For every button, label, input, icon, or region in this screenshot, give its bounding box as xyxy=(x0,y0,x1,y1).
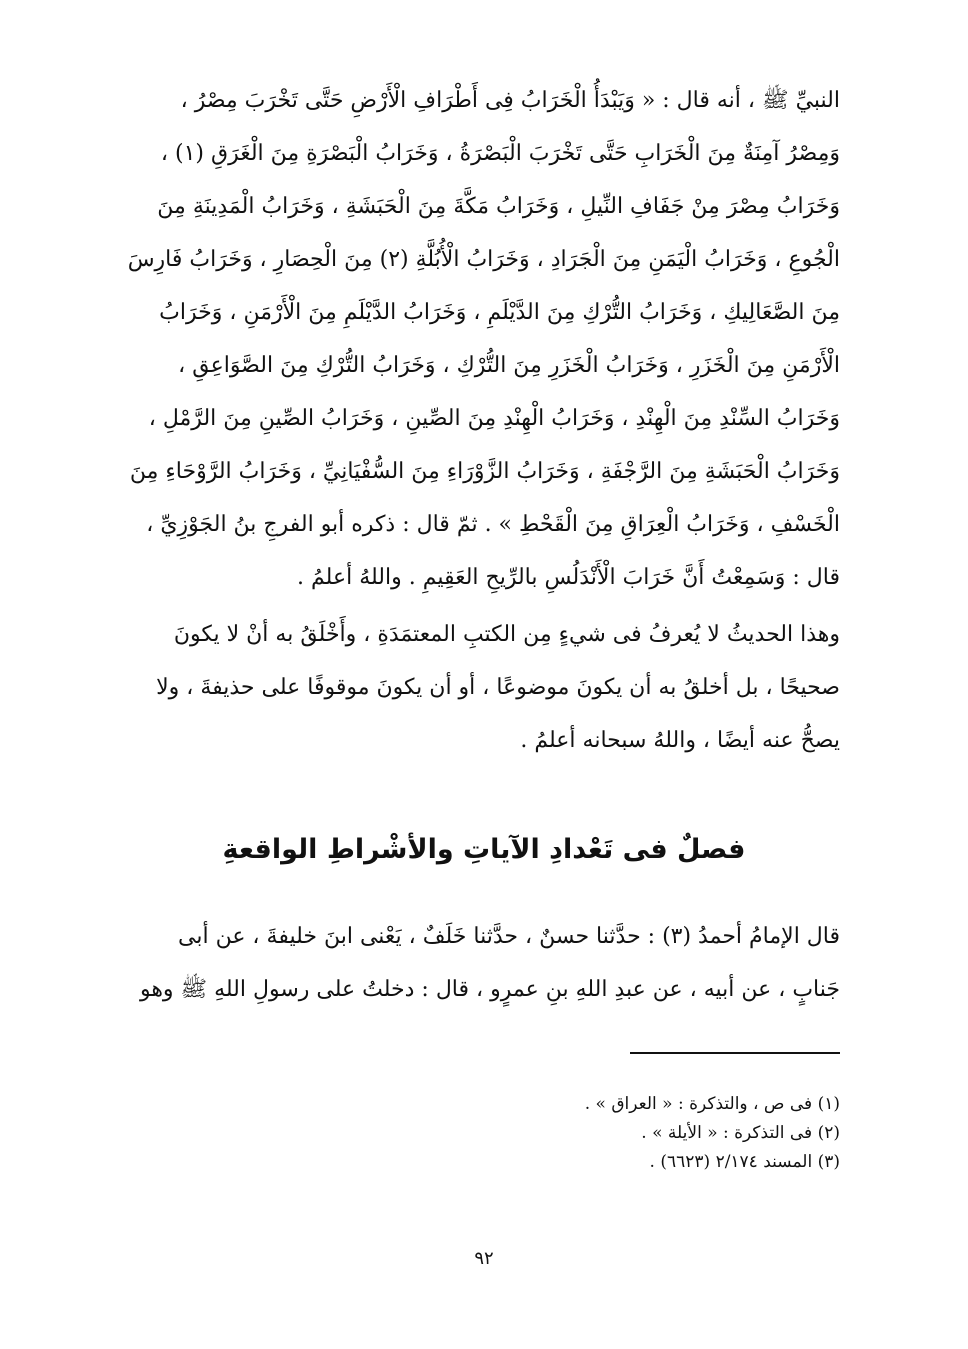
paragraph-commentary xyxy=(128,608,840,767)
text-line: الْخَسْفِ ، وَخَرَابُ الْعِرَاقِ مِنَ الْقَحْطِ » . ثمّ قال : ذكره أبو الفرجِ بنُ الجَوْزِيِّ ، xyxy=(146,512,840,537)
text-line: وَخَرَابُ مِصْرَ مِنْ جَفَافِ النِّيلِ ، وَخَرَابُ مَكَّةَ مِنَ الْحَبَشَةِ ، وَخَرَابُ الْمَدِينَةِ مِنَ xyxy=(157,194,840,219)
text-line: النبيِّ ﷺ ، أنه قال : « وَيَبْدَأُ الْخَرَابُ فِى أَطْرَافِ الْأَرْضِ حَتَّى تَخْرَبَ مِصْرُ ، xyxy=(180,88,840,113)
text-line: صحيحًا ، بل أخلقُ به أن يكونَ موضوعًا ، أو أن يكونَ موقوفًا على حذيفةَ ، ولا xyxy=(156,675,840,700)
footnote: (٣) المسند ٢/١٧٤ (٦٦٢٣) . xyxy=(649,1152,840,1172)
text-line: جَنابٍ ، عن أبيه ، عن عبدِ اللهِ بنِ عمرٍو ، قال : دخلتُ على رسولِ اللهِ ﷺ وهو xyxy=(139,977,840,1002)
text-line: قال : وَسَمِعْتُ أَنَّ خَرَابَ الْأَنْدَلُسِ بالرِّيحِ العَقِيمِ . واللهُ أعلمُ . xyxy=(297,565,840,590)
page-number: ٩٢ xyxy=(474,1248,494,1269)
footnote: (٢) فى التذكرة : « الأيلة » . xyxy=(641,1123,840,1143)
footnote: (١) فى ص ، والتذكرة : « العراق » . xyxy=(584,1094,840,1114)
text-line: وهذا الحديثُ لا يُعرفُ فى شيءٍ مِن الكتبِ المعتمَدَةِ ، وأَخْلَقُ به أنْ لا يكونَ xyxy=(173,622,840,647)
paragraph-isnad xyxy=(128,910,840,1016)
text-line: الْجُوعِ ، وَخَرَابُ الْيَمَنِ مِنَ الْجَرَادِ ، وَخَرَابُ الْأُبُلَّةِ (٢) مِنَ الْحِصَارِ ، وَخَرَابُ فَارِسَ xyxy=(128,247,840,272)
footnotes xyxy=(128,1090,840,1177)
text-line: يصحُّ عنه أيضًا ، واللهُ سبحانه أعلمُ . xyxy=(520,728,840,753)
text-line: الْأَرْمَنِ مِنَ الْخَزَرِ ، وَخَرَابُ الْخَزَرِ مِنَ التُّرْكِ ، وَخَرَابُ التُّرْكِ مِنَ الصَّوَاعِقِ ، xyxy=(178,353,840,378)
text-line: قال الإمامُ أحمدُ (٣) : حدَّثنا حسنٌ ، حدَّثنا خَلَفٌ ، يَعْنى ابنَ خليفةَ ، عن أبى xyxy=(178,924,840,949)
text-line: وَخَرَابُ الْحَبَشَةِ مِنَ الرَّجْفَةِ ، وَخَرَابُ الزَّوْرَاءِ مِنَ السُّفْيَانِيِّ ، وَخَرَابُ الرَّوْحَاءِ مِنَ xyxy=(129,459,840,484)
text-line: وَخَرَابُ السِّنْدِ مِنَ الْهِنْدِ ، وَخَرَابُ الْهِنْدِ مِنَ الصِّينِ ، وَخَرَابُ الصِّينِ مِنَ الرَّمْلِ ، xyxy=(148,406,840,431)
text-line: مِنَ الصَّعَالِيكِ ، وَخَرَابُ التُّرْكِ مِنَ الدَّيْلَمِ ، وَخَرَابُ الدَّيْلَمِ مِنَ الْأَرْمَنِ ، وَخَرَابُ xyxy=(159,300,840,325)
section-heading: فصلٌ فى تَعْدادِ الآياتِ والأشْراطِ الواقعةِ xyxy=(222,834,746,865)
text-line: وَمِصْرُ آمِنَةٌ مِنَ الْخَرَابِ حَتَّى تَخْرَبَ الْبَصْرَةُ ، وَخَرَابُ الْبَصْرَةِ مِنَ الْغَرَقِ (١) ، xyxy=(160,141,840,166)
footnote-separator xyxy=(630,1052,840,1054)
paragraph-hadith xyxy=(128,74,840,604)
